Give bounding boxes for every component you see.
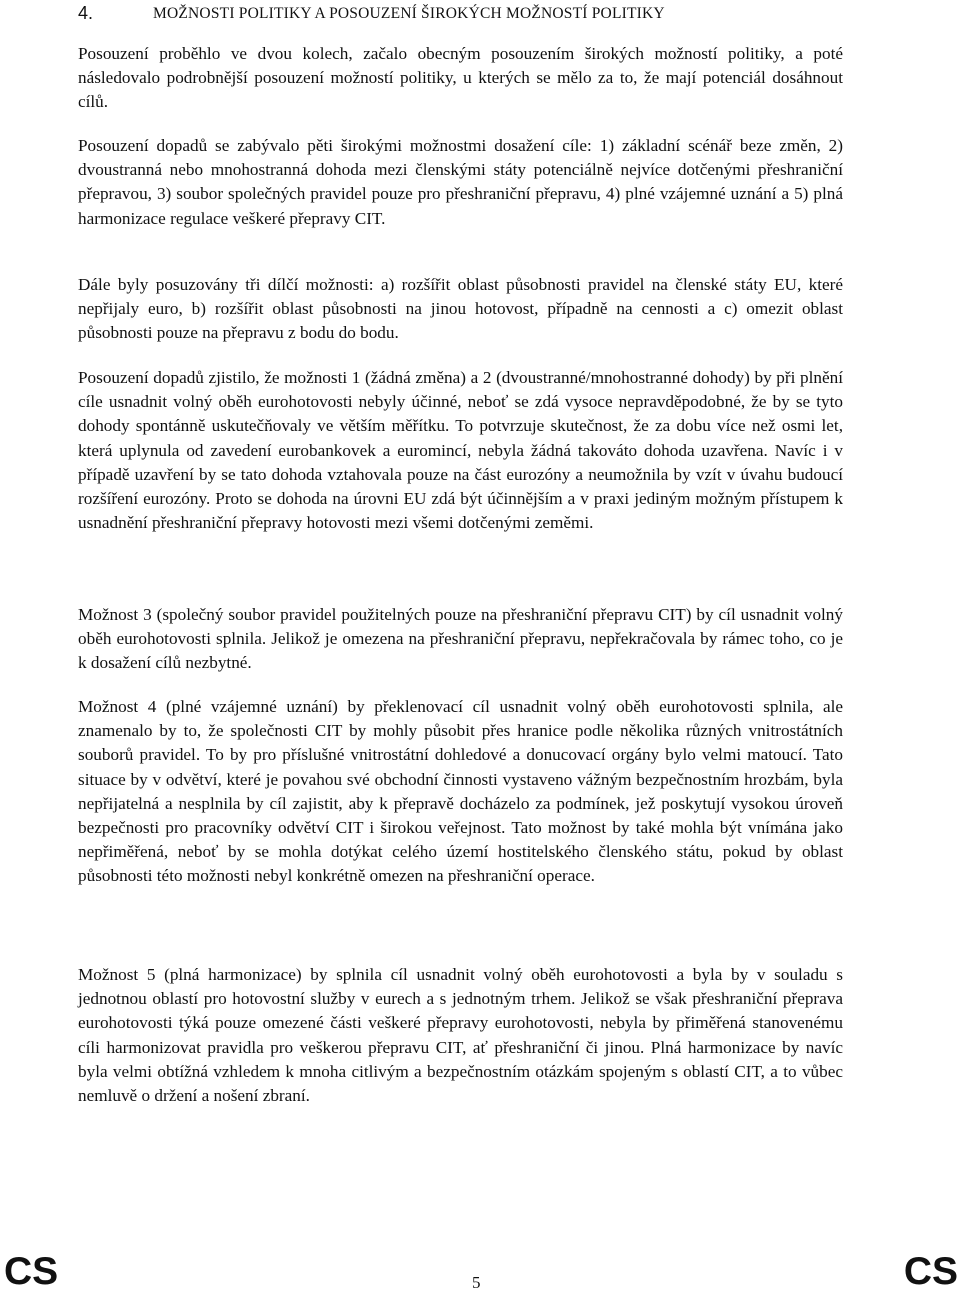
paragraph-5: Možnost 3 (společný soubor pravidel použitelných pouze na přeshraniční přepravu CIT) by cíl usnadnit volný oběh eurohotovosti splnila. Jelikož je omezena na přeshraniční přepravu, nepřekračovala by rámec toho, co je k dosažení cílů nezbytné. — [78, 605, 843, 673]
page-number: 5 — [472, 1273, 481, 1292]
footer-language-mark-right: CS — [903, 1250, 958, 1293]
paragraph-3: Dále byly posuzovány tři dílčí možnosti: a) rozšířit oblast působnosti pravidel na členské státy EU, které nepřijaly euro, b) rozšířit oblast působnosti na jinou hotovost, případně na cennosti a c) omezit oblast působnosti pouze na přepravu z bodu do bodu. — [78, 275, 843, 343]
paragraph-7: Možnost 5 (plná harmonizace) by splnila cíl usnadnit volný oběh eurohotovosti a byla by v souladu s jednotnou oblastí pro hotovostní služby v eurech a s jednotným trhem. Jelikož se však přeshraniční přeprava eurohotovosti týká pouze omezené části veškeré přepravy eurohotovosti, nebyla by přiměřená stanovenému cíli harmonizovat pravidla pro veškerou přepravu CIT, ať přeshraniční či jinou. Plná harmonizace by navíc byla velmi obtížná vzhledem k mnoha citlivým a bezpečnostním otázkám spojeným s oblastí CIT, a to vůbec nemluvě o držení a nošení zbraní. — [78, 965, 843, 1106]
paragraph-1: Posouzení proběhlo ve dvou kolech, začalo obecným posouzením širokých možností politiky, a poté následovalo podrobnější posouzení možností politiky, u kterých se mělo za to, že mají potenciál dosáhnout cílů. — [78, 44, 843, 112]
footer-language-mark-left: CS — [4, 1250, 59, 1293]
paragraph-4: Posouzení dopadů zjistilo, že možnosti 1 (žádná změna) a 2 (dvoustranné/mnohostranné dohody) by při plnění cíle usnadnit volný oběh eurohotovosti nebyly účinné, neboť se zdá vysoce nepravděpodobné, že by se tyto dohody spontánně uskutečňovaly ve větším měřítku. To potvrzuje skutečnost, že za dobu více než osmi let, která uplynula od zavedení eurobankovek a euromincí, nebyla žádná takováto dohoda uzavřena. Navíc i v případě uzavření by se tato dohoda vztahovala pouze na část eurozóny a neumožnila by vzít v úvahu budoucí rozšíření eurozóny. Proto se dohoda na úrovni EU zdá být účinnějším a v praxi jediným možným přístupem k usnadnění přeshraniční přepravy hotovosti mezi všemi dotčenými zeměmi. — [78, 368, 843, 533]
section-number: 4. — [78, 3, 94, 23]
paragraph-6: Možnost 4 (plné vzájemné uznání) by překlenovací cíl usnadnit volný oběh eurohotovosti splnila, ale znamenalo by to, že společnosti CIT by mohly působit přes hranice podle několika různých vnitrostátních souborů pravidel. To by pro příslušné vnitrostátní dohledové a donucovací orgány bylo velmi matoucí. Tato situace by v odvětví, které je povahou své obchodní činnosti vystaveno vážným bezpečnostním hrozbám, byla nepřijatelná a nesplnila by cíl zajistit, aby k přepravě docházelo za podmínek, jež poskytují vysokou úroveň bezpečnosti pro pracovníky odvětví CIT i širokou veřejnost. Tato možnost by také mohla být vnímána jako nepřiměřená, neboť by se mohla dotýkat celého území hostitelského členského státu, pokud by oblast působnosti této možnosti nebyl konkrétně omezen na přeshraniční operace. — [78, 697, 843, 886]
section-title: MOŽNOSTI POLITIKY A POSOUZENÍ ŠIROKÝCH MOŽNOSTÍ POLITIKY — [153, 5, 665, 22]
paragraph-2: Posouzení dopadů se zabývalo pěti širokými možnostmi dosažení cíle: 1) základní scénář beze změn, 2) dvoustranná nebo mnohostranná dohoda mezi členskými státy potenciálně nejvíce dotčenými přeshraniční přepravou, 3) soubor společných pravidel pouze pro přeshraniční přepravu, 4) plné vzájemné uznání a 5) plná harmonizace regulace veškeré přepravy CIT. — [78, 136, 843, 228]
